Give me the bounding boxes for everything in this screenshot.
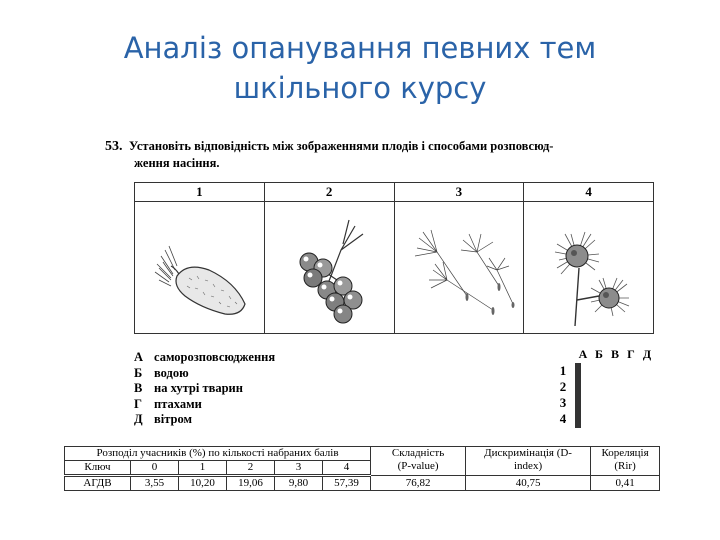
percent-cell: 3,55 xyxy=(131,476,179,491)
difficulty-header xyxy=(371,447,466,476)
option-text: птахами xyxy=(154,396,202,411)
answer-grid-header xyxy=(575,347,655,362)
grid-col-label: А xyxy=(578,347,588,361)
picture-cell-4 xyxy=(524,202,654,334)
task-text-line2: ження насіння. xyxy=(134,156,220,170)
percent-cell: 57,39 xyxy=(323,476,371,491)
discrimination-header-line2: index) xyxy=(514,460,543,472)
difficulty-header-line2: (P-value) xyxy=(397,460,439,472)
answer-grid-row-labels xyxy=(556,363,570,427)
option-letter: Г xyxy=(134,396,142,411)
option-text: на хутрі тварин xyxy=(154,381,243,395)
option-b xyxy=(134,366,374,382)
seed-with-tuft-icon xyxy=(139,204,259,332)
task-statement xyxy=(105,138,660,171)
option-letter: Д xyxy=(134,412,143,426)
answer-grid xyxy=(575,363,581,428)
correlation-header-line1: Кореляція xyxy=(601,447,649,459)
pictures-table xyxy=(134,182,654,334)
score-cell: 3 xyxy=(275,461,323,476)
picture-cell-2 xyxy=(264,202,394,334)
picture-cell-1 xyxy=(135,202,265,334)
berry-cluster-icon xyxy=(269,204,389,332)
answer-key-cell: АГДВ xyxy=(65,476,131,491)
grid-col-label: Г xyxy=(627,347,635,361)
data-row xyxy=(65,476,660,491)
discrimination-header xyxy=(466,447,591,476)
percent-cell: 9,80 xyxy=(275,476,323,491)
grid-col-label: Д xyxy=(642,347,652,361)
picture-header-2: 2 xyxy=(264,183,394,202)
option-text: саморозповсюдження xyxy=(154,350,276,364)
discrimination-value: 40,75 xyxy=(466,476,591,491)
percent-cell: 19,06 xyxy=(227,476,275,491)
correlation-value: 0,41 xyxy=(591,476,660,491)
burdock-burrs-icon xyxy=(529,204,649,332)
picture-cell-3 xyxy=(394,202,524,334)
score-cell: 2 xyxy=(227,461,275,476)
option-a xyxy=(134,350,374,366)
percent-cell: 10,20 xyxy=(179,476,227,491)
picture-header-1: 1 xyxy=(135,183,265,202)
options-list xyxy=(134,350,374,428)
grid-row-label: 4 xyxy=(559,411,567,426)
distribution-header: Розподіл учасників (%) по кількості набраних балів xyxy=(65,447,371,461)
option-v xyxy=(134,381,374,397)
picture-header-3: 3 xyxy=(394,183,524,202)
dandelion-seeds-icon xyxy=(397,204,521,332)
answer-cell[interactable] xyxy=(580,380,581,396)
score-cell: 4 xyxy=(323,461,371,476)
key-label: Ключ xyxy=(65,461,131,476)
correlation-header-line2: (Rir) xyxy=(614,460,636,472)
option-g xyxy=(134,397,374,413)
option-letter: А xyxy=(134,350,144,364)
slide-title xyxy=(0,28,720,108)
grid-row-label: 3 xyxy=(559,395,567,410)
score-cell: 1 xyxy=(179,461,227,476)
difficulty-header-line1: Складність xyxy=(391,447,445,459)
slide-title-line2: шкільного курсу xyxy=(233,71,487,105)
grid-row-label: 1 xyxy=(559,363,567,378)
task-number: 53. xyxy=(105,139,123,154)
score-cell: 0 xyxy=(131,461,179,476)
difficulty-value: 76,82 xyxy=(371,476,466,491)
statistics-table xyxy=(64,446,660,491)
picture-header-4: 4 xyxy=(524,183,654,202)
grid-col-label: Б xyxy=(595,347,603,361)
grid-col-label: В xyxy=(610,347,619,361)
answer-cell[interactable] xyxy=(580,396,581,412)
option-letter: Б xyxy=(134,365,143,380)
discrimination-header-line1: Дискримінація (D- xyxy=(484,447,572,459)
option-text: вітром xyxy=(154,412,192,426)
task-text-line1: Установіть відповідність між зображеннями плодів і способами розповсюд- xyxy=(129,139,554,153)
answer-cell[interactable] xyxy=(580,364,581,380)
answer-cell[interactable] xyxy=(580,412,581,428)
correlation-header xyxy=(591,447,660,476)
slide-title-line1: Аналіз опанування певних тем xyxy=(123,31,597,65)
option-text: водою xyxy=(154,365,189,380)
grid-row-label: 2 xyxy=(559,379,567,394)
option-d xyxy=(134,412,374,428)
option-letter: В xyxy=(134,381,143,395)
